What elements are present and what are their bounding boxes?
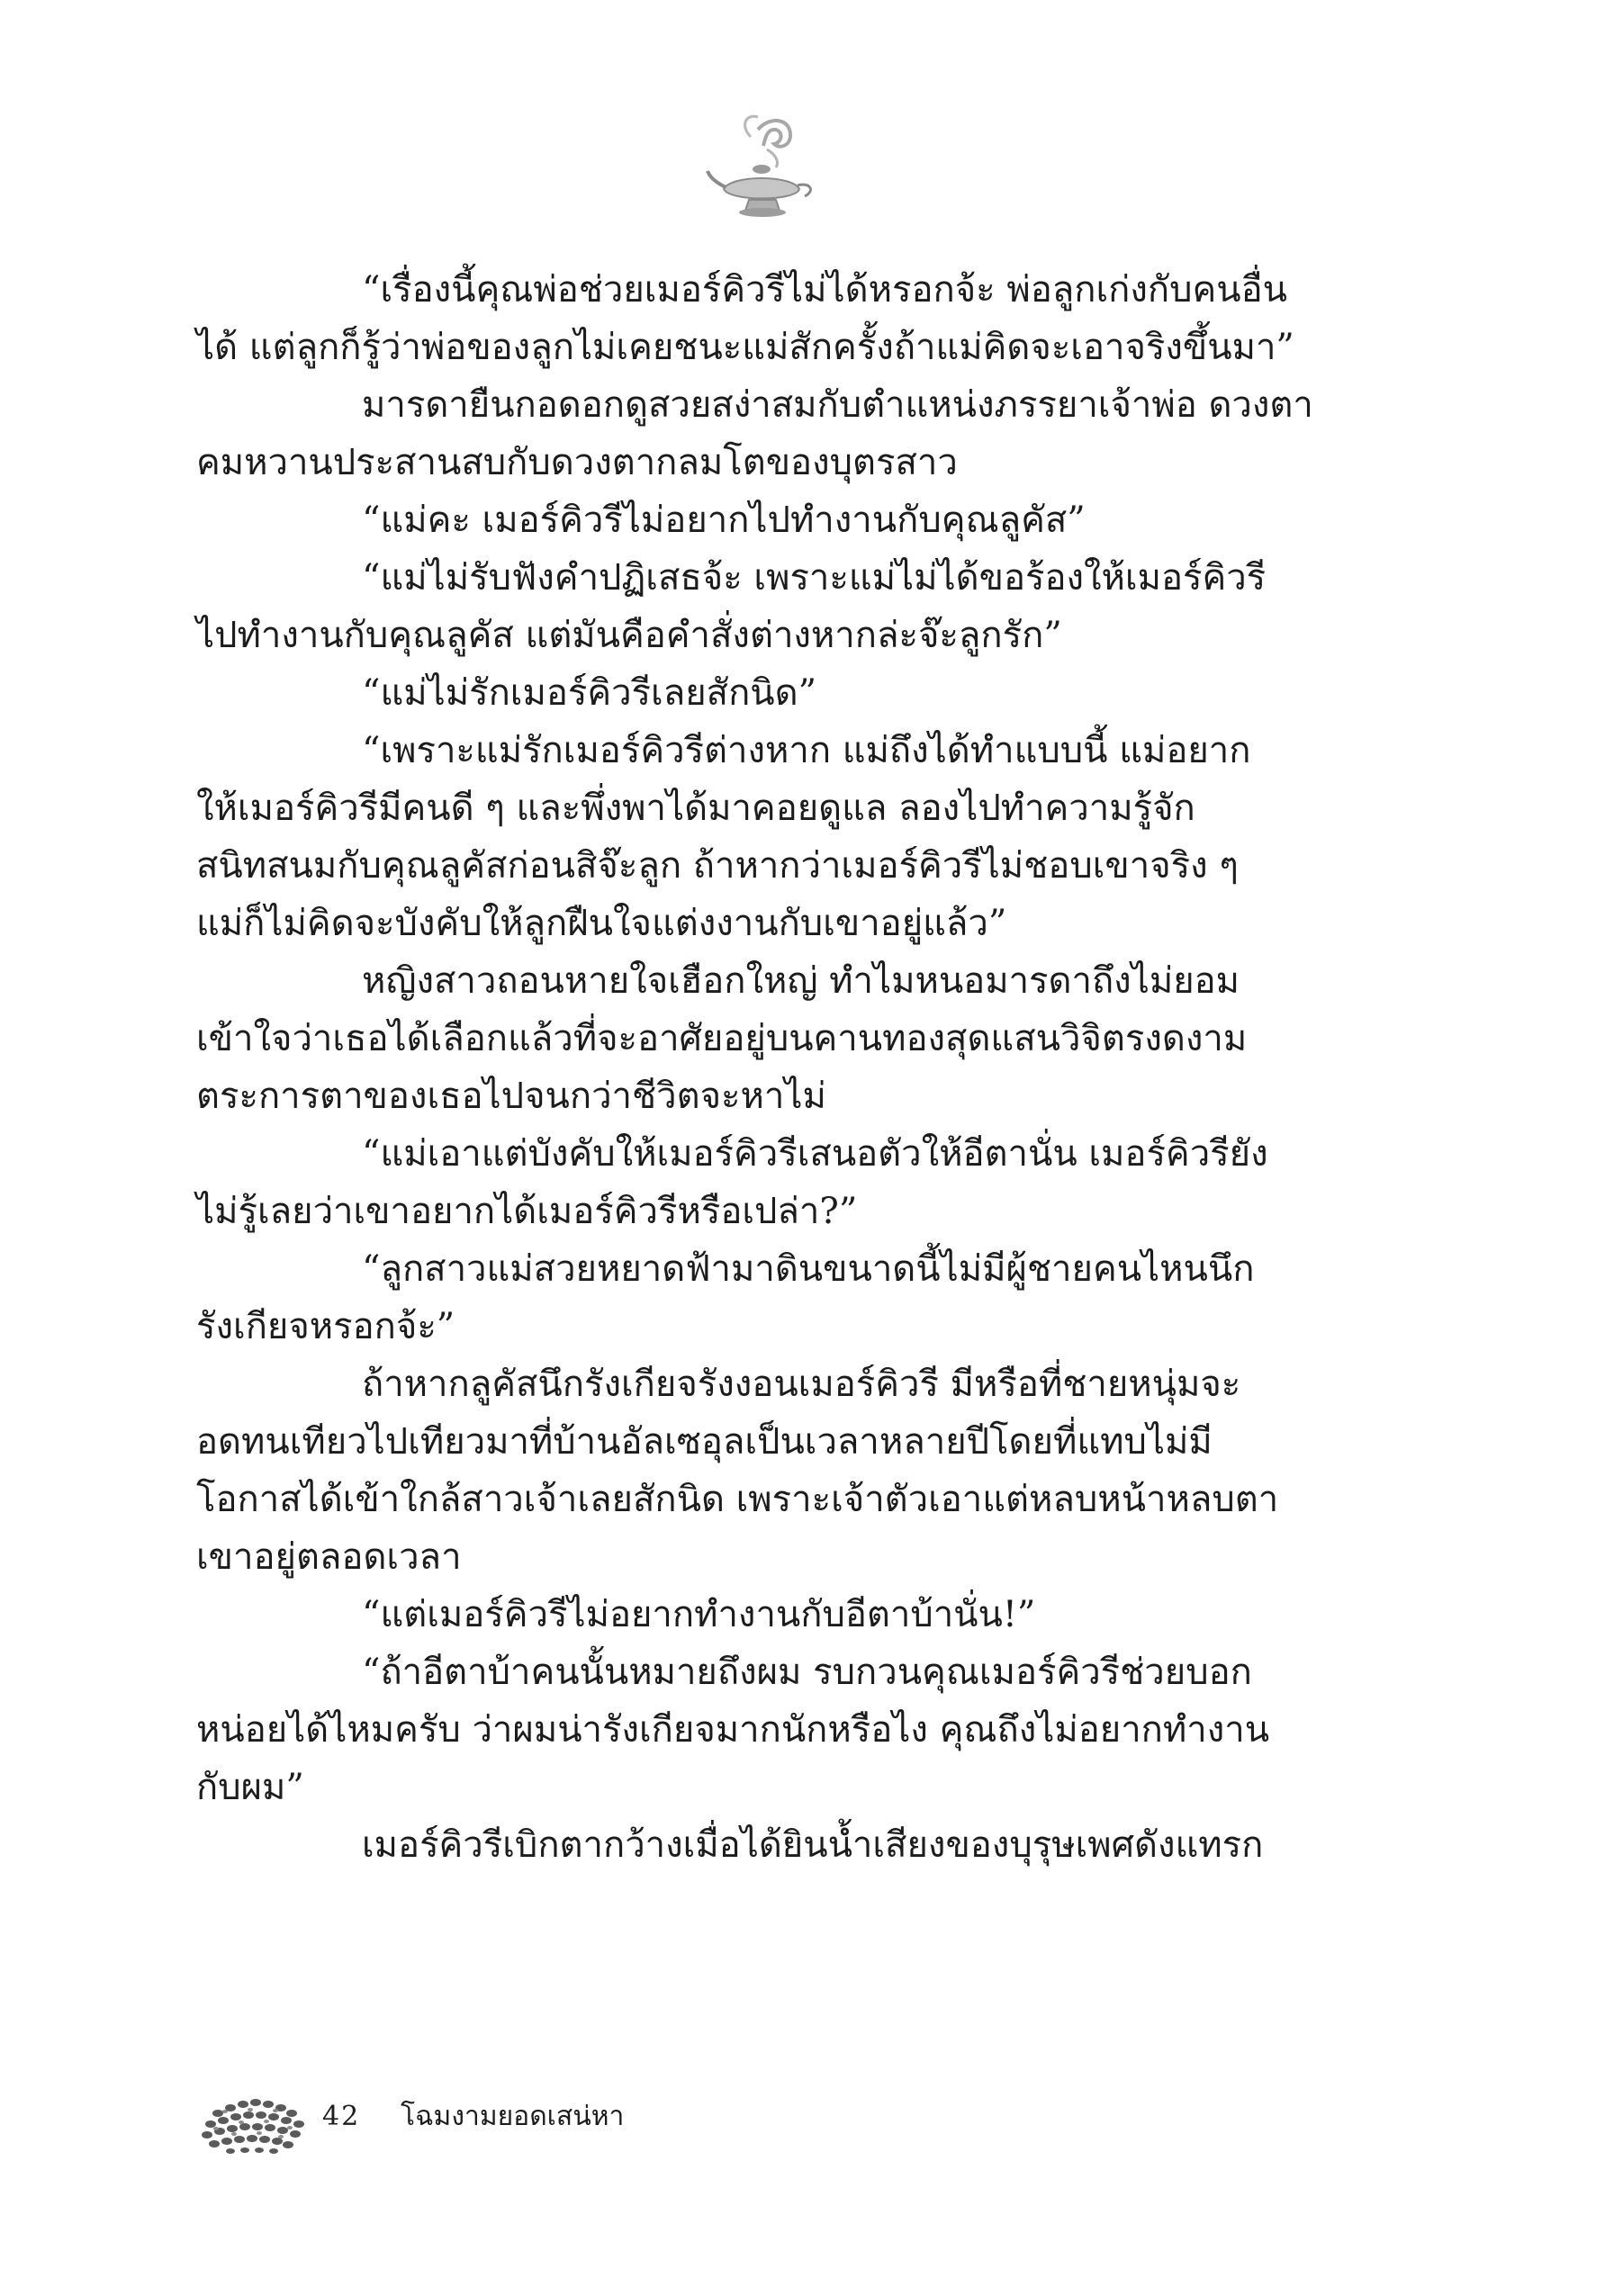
text-line: “แม่คะ เมอร์คิวรีไม่อยากไปทำงานกับคุณลูคัส” <box>362 500 1086 541</box>
text-line: ให้เมอร์คิวรีมีคนดี ๆ และพึ่งพาได้มาคอยดูแล ลองไปทำความรู้จัก <box>196 788 1195 829</box>
text-line: แม่ก็ไม่คิดจะบังคับให้ลูกฝืนใจแต่งงานกับเขาอยู่แล้ว” <box>196 903 1007 944</box>
text-line: “แม่ไม่รักเมอร์คิวรีเลยสักนิด” <box>362 672 817 714</box>
page-number: 42 <box>322 2101 361 2132</box>
text-line: ไม่รู้เลยว่าเขาอยากได้เมอร์คิวรีหรือเปล่า?” <box>196 1191 858 1232</box>
text-line: “ถ้าอีตาบ้าคนนั้นหมายถึงผม รบกวนคุณเมอร์คิวรีช่วยบอก <box>362 1652 1252 1693</box>
text-line: “แต่เมอร์คิวรีไม่อยากทำงานกับอีตาบ้านั่น!” <box>362 1594 1036 1635</box>
text-line: ได้ แต่ลูกก็รู้ว่าพ่อของลูกไม่เคยชนะแม่สักครั้งถ้าแม่คิดจะเอาจริงขึ้นมา” <box>196 327 1294 368</box>
book-title: โฉมงามยอดเสน่หา <box>401 2101 625 2132</box>
text-line: “เรื่องนี้คุณพ่อช่วยเมอร์คิวรีไม่ได้หรอกจ้ะ พ่อลูกเก่งกับคนอื่น <box>362 269 1287 311</box>
text-line: ไปทำงานกับคุณลูคัส แต่มันคือคำสั่งต่างหากล่ะจ๊ะลูกรัก” <box>196 615 1062 656</box>
coffee-beans-icon <box>191 2077 326 2167</box>
text-line: อดทนเทียวไปเทียวมาที่บ้านอัลเซอุลเป็นเวลาหลายปีโดยที่แทบไม่มี <box>196 1421 1213 1463</box>
text-line: มารดายืนกอดอกดูสวยสง่าสมกับตำแหน่งภรรยาเจ้าพ่อ ดวงตา <box>362 384 1313 426</box>
text-line: หน่อยได้ไหมครับ ว่าผมน่ารังเกียจมากนักหรือไง คุณถึงไม่อยากทำงาน <box>196 1709 1270 1751</box>
text-line: เขาอยู่ตลอดเวลา <box>196 1536 462 1578</box>
text-line: ถ้าหากลูคัสนึกรังเกียจรังงอนเมอร์คิวรี มีหรือที่ชายหนุ่มจะ <box>362 1364 1241 1405</box>
text-line: ตระการตาของเธอไปจนกว่าชีวิตจะหาไม่ <box>196 1076 826 1117</box>
text-line: สนิทสนมกับคุณลูคัสก่อนสิจ๊ะลูก ถ้าหากว่าเมอร์คิวรีไม่ชอบเขาจริง ๆ <box>196 845 1239 887</box>
text-line: เข้าใจว่าเธอได้เลือกแล้วที่จะอาศัยอยู่บนคานทองสุดแสนวิจิตรงดงาม <box>196 1018 1248 1059</box>
text-line: รังเกียจหรอกจ้ะ” <box>196 1306 455 1347</box>
text-line: เมอร์คิวรีเบิกตากว้างเมื่อได้ยินน้ำเสียงของบุรุษเพศดังแทรก <box>362 1824 1264 1866</box>
text-line: “แม่เอาแต่บังคับให้เมอร์คิวรีเสนอตัวให้อีตานั่น เมอร์คิวรียัง <box>362 1133 1268 1175</box>
text-line: “แม่ไม่รับฟังคำปฏิเสธจ้ะ เพราะแม่ไม่ได้ขอร้องให้เมอร์คิวรี <box>362 557 1267 599</box>
text-line: “ลูกสาวแม่สวยหยาดฟ้ามาดินขนาดนี้ไม่มีผู้ชายคนไหนนึก <box>362 1248 1255 1290</box>
text-line: หญิงสาวถอนหายใจเฮือกใหญ่ ทำไมหนอมารดาถึงไม่ยอม <box>362 960 1240 1002</box>
text-line: กับผม” <box>196 1767 304 1808</box>
text-line: คมหวานประสานสบกับดวงตากลมโตของบุตรสาว <box>196 442 958 483</box>
text-line: โอกาสได้เข้าใกล้สาวเจ้าเลยสักนิด เพราะเจ้าตัวเอาแต่หลบหน้าหลบตา <box>196 1479 1279 1520</box>
text-line: “เพราะแม่รักเมอร์คิวรีต่างหาก แม่ถึงได้ทำแบบนี้ แม่อยาก <box>362 730 1251 771</box>
